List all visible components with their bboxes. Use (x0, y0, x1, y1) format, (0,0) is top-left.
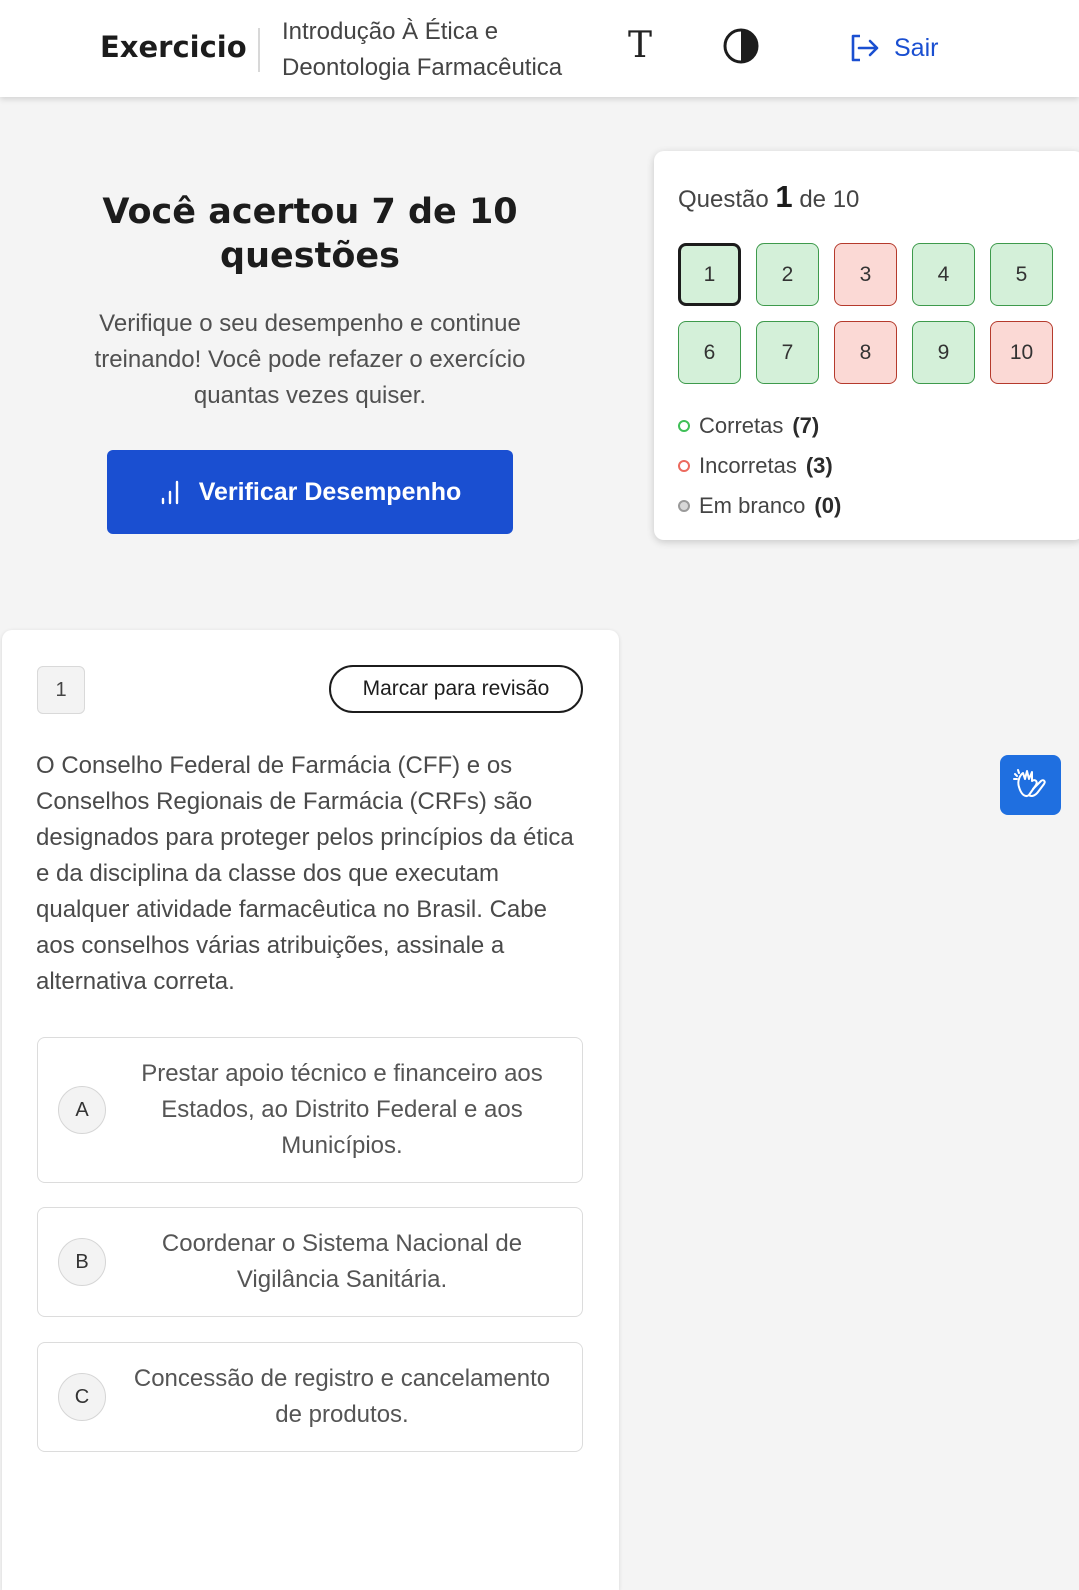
status-legend (678, 406, 841, 526)
question-grid (678, 243, 1053, 384)
question-cell-8[interactable]: 8 (834, 321, 897, 384)
question-cell-9[interactable]: 9 (912, 321, 975, 384)
question-cell-6[interactable]: 6 (678, 321, 741, 384)
legend-correct-label: Corretas (699, 413, 784, 438)
legend-blank-label: Em branco (699, 493, 806, 518)
option-letter: C (58, 1373, 106, 1421)
option-letter: A (58, 1086, 106, 1134)
verify-performance-label: Verificar Desempenho (198, 477, 462, 506)
logout-icon (846, 30, 882, 66)
legend-correct-count: (7) (792, 413, 820, 438)
legend-correct (678, 406, 841, 446)
blank-dot-icon (678, 500, 690, 512)
question-card (2, 630, 619, 1590)
question-cell-3[interactable]: 3 (834, 243, 897, 306)
legend-blank (678, 486, 841, 526)
result-subtitle: Verifique o seu desempenho e continue treinando! Você pode refazer o exercício quantas vezes quiser. (94, 310, 526, 409)
navigator-heading-suffix: de 10 (799, 186, 860, 213)
question-number-badge: 1 (37, 666, 85, 714)
course-title: Introdução À Ética e Deontologia Farmacêutica (282, 18, 563, 81)
option-text: Concessão de registro e cancelamento de produtos. (133, 1365, 551, 1428)
correct-dot-icon (678, 420, 690, 432)
question-navigator (654, 151, 1079, 540)
incorrect-dot-icon (678, 460, 690, 472)
option-text: Prestar apoio técnico e financeiro aos Estados, ao Distrito Federal e aos Municípios. (141, 1060, 543, 1159)
bar-chart-icon (159, 479, 183, 505)
sign-language-icon (1011, 765, 1051, 805)
navigator-heading (678, 179, 859, 215)
header-divider (258, 28, 260, 72)
app-header (0, 0, 1079, 97)
mark-for-review-button[interactable]: Marcar para revisão (329, 665, 583, 713)
result-title: Você acertou 7 de 10 questões (102, 192, 518, 276)
option-letter: B (58, 1238, 106, 1286)
question-text: O Conselho Federal de Farmácia (CFF) e os Conselhos Regionais de Farmácia (CRFs) são designados para proteger pelos princípios da ética e da disciplina da classe dos que executam qualquer atividade farmacêutica no Brasil. Cabe aos conselhos várias atribuições, assinale a alternativa correta. (36, 752, 574, 995)
question-cell-2[interactable]: 2 (756, 243, 819, 306)
question-cell-5[interactable]: 5 (990, 243, 1053, 306)
option-text: Coordenar o Sistema Nacional de Vigilância Sanitária. (161, 1230, 523, 1293)
legend-incorrect (678, 446, 841, 486)
logout-label: Sair (894, 33, 939, 62)
option-c[interactable] (37, 1342, 583, 1452)
legend-blank-count: (0) (814, 493, 842, 518)
option-a[interactable] (37, 1037, 583, 1183)
option-b[interactable] (37, 1207, 583, 1317)
font-size-button[interactable]: T (627, 25, 652, 66)
sign-language-button[interactable] (1000, 755, 1061, 815)
question-cell-10[interactable]: 10 (990, 321, 1053, 384)
logout-button[interactable] (846, 30, 938, 66)
navigator-heading-prefix: Questão (678, 186, 769, 213)
legend-incorrect-count: (3) (805, 453, 833, 478)
question-cell-7[interactable]: 7 (756, 321, 819, 384)
legend-incorrect-label: Incorretas (699, 453, 797, 478)
question-cell-1[interactable]: 1 (678, 243, 741, 306)
navigator-current-number: 1 (775, 179, 793, 214)
contrast-icon (722, 27, 760, 65)
question-cell-4[interactable]: 4 (912, 243, 975, 306)
brand-title: Exercicio (100, 30, 247, 64)
verify-performance-button[interactable] (107, 450, 513, 534)
contrast-toggle-button[interactable] (722, 27, 760, 65)
